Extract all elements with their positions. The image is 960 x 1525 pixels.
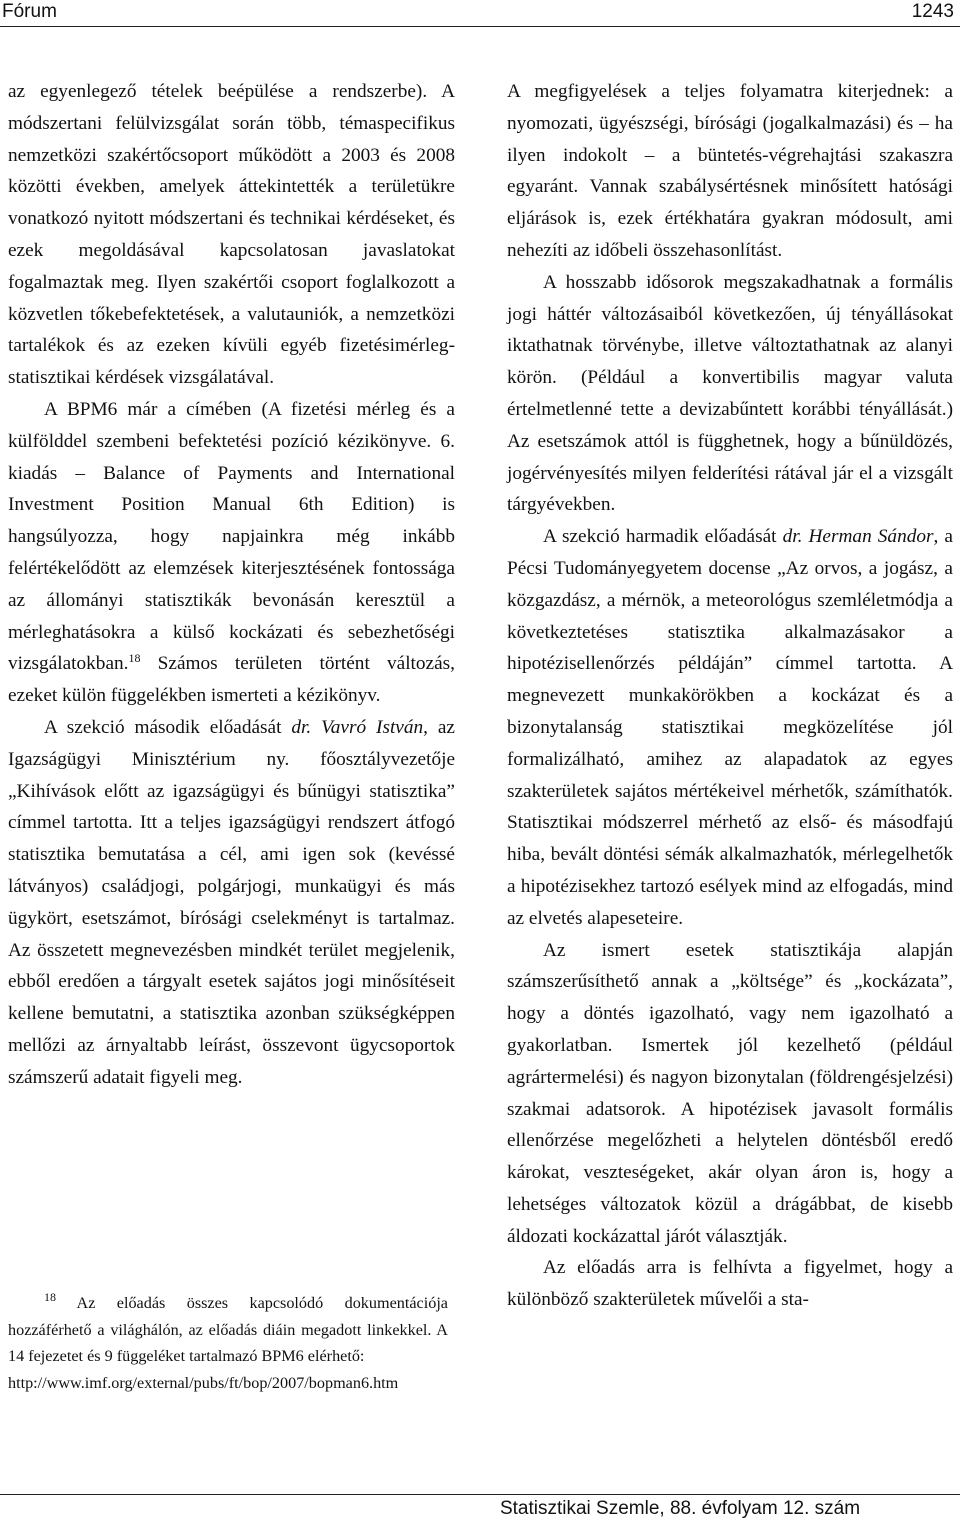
journal-title: Statisztikai Szemle, 88. évfolyam 12. szám [499, 1498, 861, 1519]
paragraph: A BPM6 már a címében (A fizetési mérleg és a külfölddel szembeni befektetési pozíció kézikönyve. 6. kiadás – Balance of Payments and International Investment Position Manual 6th Edition) is hangsúlyozza, hogy napjainkra még inkább felértékelődött az elemzések kiterjesztésének fontossága az állományi statisztikák bevonásán keresztül a mérleghatásokra a külső kockázati és sebezhetőségi vizsgálatokban.$^{18}$ Számos területen történt változás, ezeket külön függelékben ismerteti a kézikönyv. [8, 398, 455, 707]
paragraph: A hosszabb idősorok megszakadhatnak a formális jogi háttér változásaiból következően, új tényállásokat iktathatnak törvénybe, illetve változtathatnak az alanyi körön. (Például a konvertibilis magyar valuta értelmetlenné tette a devizabűntett korábbi tényállását.) Az esetszámok attól is függhetnek, hogy a bűnüldözés, jogérvényesítés milyen felderítési rátával jár el a vizsgált tárgyévekben. [507, 271, 953, 516]
paragraph: Az ismert esetek statisztikája alapján számszerűsíthető annak a „költsége” és „kockázata”, hogy a döntés igazolható, vagy nem igazolható a gyakorlatban. Ismertek jól kezelhető (például agrártermelési) és nagyon bizonytalan (földrengésjelzési) szakmai adatsorok. A hipotézisek javasolt formális ellenőrzése megelőzheti a helytelen döntésből eredő károkat, veszteségeket, akár olyan áron is, hogy a lehetséges változatok közül a drágábbat, de kisebb áldozati kockázattal járót választják. [507, 939, 953, 1247]
footnote [8, 1290, 448, 1396]
paragraph: az egyenlegező tételek beépülése a rendszerbe). A módszertani felülvizsgálat során több, témaspecifikus nemzetközi szakértőcsoport működött a 2003 és 2008 közötti években, amelyek áttekintették a területükre vonatkozó nyitott módszertani és technikai kérdéseket, és ezek megoldásával kapcsolatosan javaslatokat fogalmaztak meg. Ilyen szakértői csoport foglalkozott a közvetlen tőkebefektetések, a valutauniók, a nemzetközi tartalékok és az ezeken kívüli egyéb fizetésimérleg-statisztikai kérdések vizsgálatával. [8, 81, 455, 389]
paragraph: A szekció második előadását dr. Vavró István, az Igazságügyi Minisztérium ny. főosztályvezetője „Kihívások előtt az igazságügyi és bűnügyi statisztika” címmel tartotta. Itt a teljes igazságügyi rendszert átfogó statisztika bemutatása a cél, ami igen sok (kevéssé látványos) családjogi, polgárjogi, munkaügyi és más ügykört, esetszámot, bírósági cselekményt is tartalmaz. Az összetett megnevezésben mindkét terület megjelenik, ebből eredően a tárgyalt esetek sajátos jogi minősítéseit kellene bemutatni, a statisztika azonban szükségképpen mellőzi az árnyaltabb leírást, összevont ügycsoportok számszerű adatait figyeli meg. [8, 716, 455, 1088]
section-title: Fórum [2, 1, 57, 22]
paragraph: A megfigyelések a teljes folyamatra kiterjednek: a nyomozati, ügyészségi, bírósági (jogalkalmazási) és – ha ilyen indokolt – a büntetés-végrehajtási szakaszra egyaránt. Vannak szabálysértésnek minősített hatósági eljárások is, ezek értékhatára gyakran módosult, ami nehezíti az időbeli összehasonlítást. [507, 81, 953, 261]
left-column [8, 76, 455, 1094]
paragraph: A szekció harmadik előadását dr. Herman Sándor, a Pécsi Tudományegyetem docense „Az orvos, a jogász, a közgazdász, a mérnök, a meteorológus szemléletmódja a következtetéses statisztika alkalmazásakor a hipotézisellenőrzés példáján” címmel tartotta. A megnevezett munkakörökben a kockázat és a bizonytalanság statisztikai megközelítése jól formalizálható, amihez az alapadatok az egyes szakterületek sajátos mértékeivel mérhetők, számíthatók. Statisztikai módszerrel mérhető az első- és másodfajú hiba, bevált döntési sémák alkalmazhatók, mérlegelhetők a hipotézisekhez tartozó esélyek mind az elfogadás, mind az elvetés alapeseteire. [507, 526, 953, 929]
paragraph: Az előadás arra is felhívta a figyelmet, hogy a különböző szakterületek művelői a sta- [507, 1257, 953, 1311]
right-column [507, 76, 953, 1316]
footnote-number: 18 [44, 1290, 56, 1304]
footnote-link[interactable]: http://www.imf.org/external/pubs/ft/bop/2007/bopman6.htm [8, 1373, 399, 1392]
page-number: 1243 [911, 1, 954, 22]
page-footer [0, 1494, 960, 1525]
speaker-name: dr. Herman Sándor [782, 526, 934, 548]
footnote-text: $^{18}$ Az előadás összes kapcsolódó dokumentációja hozzáférhető a világhálón, az előadás diáin megadott linkekkel. A 14 fejezetet és 9 függeléket tartalmazó BPM6 elérhető: [8, 1290, 448, 1365]
speaker-name: dr. Vavró István [291, 716, 424, 738]
page-header [0, 0, 960, 27]
footnote-reference[interactable]: 18 [128, 651, 141, 666]
